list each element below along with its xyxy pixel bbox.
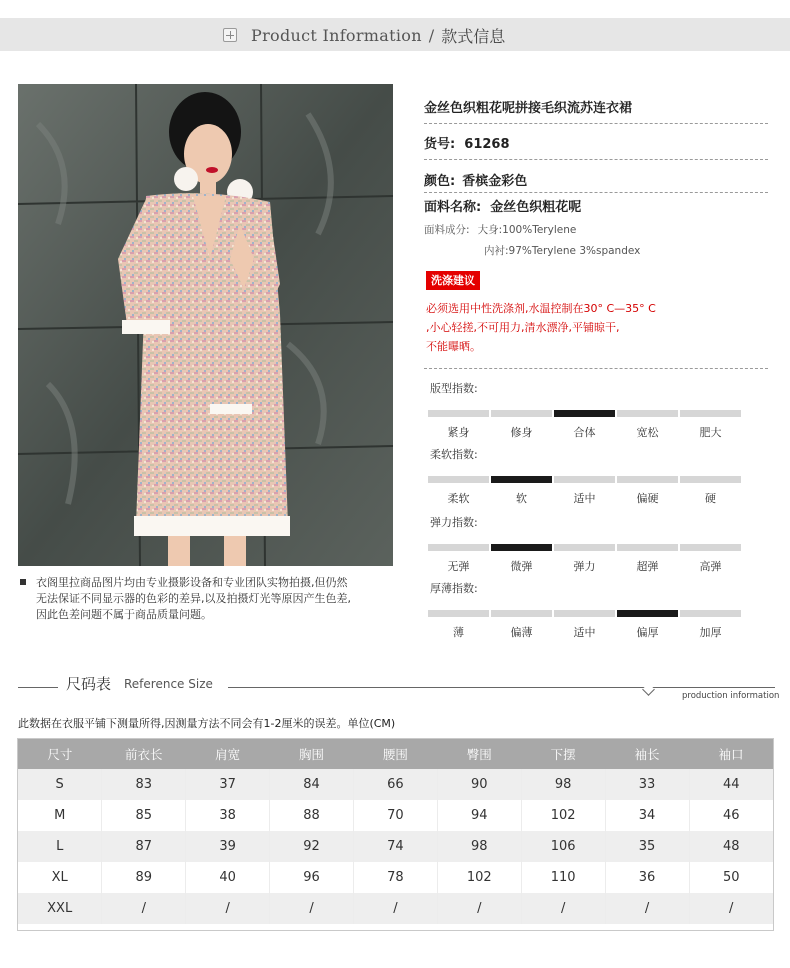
index-title: 弹力指数: — [430, 516, 478, 529]
size-value-cell: / — [270, 893, 354, 924]
size-value-cell: 70 — [354, 800, 438, 831]
size-value-cell: 98 — [437, 831, 521, 862]
product-name: 金丝色织粗花呢拼接毛织流苏连衣裙 — [424, 101, 633, 116]
size-value-cell: 84 — [270, 769, 354, 800]
size-chart-heading — [18, 672, 775, 702]
size-table-header-cell: 袖口 — [689, 739, 773, 769]
size-value-cell: / — [521, 893, 605, 924]
size-table-header-cell: 腰围 — [354, 739, 438, 769]
size-value-cell: 92 — [270, 831, 354, 862]
product-name-row — [424, 97, 768, 124]
product-photo-illustration — [18, 84, 393, 566]
size-value-cell: 34 — [605, 800, 689, 831]
index-bar — [428, 410, 741, 417]
size-value-cell: 106 — [521, 831, 605, 862]
size-value-cell: 102 — [521, 800, 605, 831]
index-title: 厚薄指数: — [430, 582, 478, 595]
index-segment — [680, 544, 741, 551]
index-segment — [428, 610, 489, 617]
index-segment — [680, 410, 741, 417]
size-chart-subtitle: production information — [682, 691, 780, 701]
heading-rule-left — [18, 687, 58, 688]
table-row — [18, 831, 773, 862]
table-row — [18, 769, 773, 800]
banner-title-cn: 款式信息 — [441, 26, 506, 46]
size-value-cell: / — [354, 893, 438, 924]
product-photo — [18, 84, 393, 566]
size-label-cell: S — [18, 769, 102, 800]
washing-text — [426, 299, 726, 356]
index-label: 弹力 — [573, 560, 596, 573]
index-segment — [617, 410, 678, 417]
banner-title-en: Product Information — [251, 25, 422, 45]
size-table-header-cell: 臀围 — [437, 739, 521, 769]
size-value-cell: / — [437, 893, 521, 924]
index-label: 无弹 — [447, 560, 470, 573]
disclaimer-line: 衣阁里拉商品图片均由专业摄影设备和专业团队实物拍摄,但仍然 — [36, 576, 348, 589]
size-value-cell: 83 — [102, 769, 186, 800]
size-label-cell: XXL — [18, 893, 102, 924]
index-label: 合体 — [573, 426, 596, 439]
index-label: 加厚 — [699, 626, 722, 639]
size-value-cell: 85 — [102, 800, 186, 831]
size-value-cell: 37 — [186, 769, 270, 800]
index-segment — [554, 610, 615, 617]
size-value-cell: 94 — [437, 800, 521, 831]
size-value-cell: 50 — [689, 862, 773, 893]
index-bar — [428, 476, 741, 483]
sku-value: 61268 — [464, 137, 510, 152]
index-label: 超弹 — [636, 560, 659, 573]
heading-rule-right — [228, 687, 775, 688]
size-chart-title-en: Reference Size — [124, 677, 213, 691]
index-title: 柔软指数: — [430, 448, 478, 461]
washing-line: 必须选用中性洗涤剂,水温控制在30° C—35° C — [426, 302, 656, 315]
table-row — [18, 800, 773, 831]
size-label-cell: M — [18, 800, 102, 831]
index-bar — [428, 544, 741, 551]
size-table-header-cell: 袖长 — [605, 739, 689, 769]
index-segment — [617, 476, 678, 483]
size-table-header-cell: 肩宽 — [186, 739, 270, 769]
index-segment-active — [617, 610, 678, 617]
heading-notch-icon — [642, 683, 655, 696]
size-value-cell: / — [689, 893, 773, 924]
index-label: 偏硬 — [636, 492, 659, 505]
size-value-cell: 74 — [354, 831, 438, 862]
size-value-cell: 44 — [689, 769, 773, 800]
fabric-block — [424, 196, 768, 258]
color-label: 颜色: — [424, 174, 456, 189]
size-table-header-cell: 下摆 — [521, 739, 605, 769]
index-label: 肥大 — [699, 426, 722, 439]
size-value-cell: / — [605, 893, 689, 924]
color-value: 香槟金彩色 — [462, 174, 528, 189]
composition-label: 面料成分: — [424, 224, 470, 236]
size-value-cell: 46 — [689, 800, 773, 831]
size-value-cell: 40 — [186, 862, 270, 893]
index-label: 偏厚 — [636, 626, 659, 639]
index-label: 微弹 — [510, 560, 533, 573]
index-label: 紧身 — [447, 426, 470, 439]
washing-line: 不能曝晒。 — [426, 340, 481, 353]
size-label-cell: L — [18, 831, 102, 862]
disclaimer-line: 无法保证不同显示器的色彩的差异,以及拍摄灯光等原因产生色差, — [36, 592, 351, 605]
bullet-square-icon — [20, 579, 26, 585]
index-label: 修身 — [510, 426, 533, 439]
size-value-cell: 102 — [437, 862, 521, 893]
washing-badge: 洗涤建议 — [426, 271, 480, 290]
index-labels — [428, 490, 741, 506]
size-value-cell: 88 — [270, 800, 354, 831]
size-table-header-cell: 前衣长 — [102, 739, 186, 769]
size-value-cell: 90 — [437, 769, 521, 800]
index-segment — [680, 476, 741, 483]
index-labels — [428, 424, 741, 440]
index-label: 柔软 — [447, 492, 470, 505]
square-plus-icon — [223, 28, 237, 42]
size-value-cell: 96 — [270, 862, 354, 893]
index-segment — [680, 610, 741, 617]
section-banner — [0, 18, 790, 51]
index-segment — [428, 476, 489, 483]
size-value-cell: 38 — [186, 800, 270, 831]
disclaimer-line: 因此色差问题不属于商品质量问题。 — [36, 608, 212, 621]
color-row — [424, 170, 768, 193]
index-bar — [428, 610, 741, 617]
size-value-cell: 36 — [605, 862, 689, 893]
table-row — [18, 862, 773, 893]
banner-title-group — [223, 23, 505, 47]
washing-line: ,小心轻搓,不可用力,清水漂净,平铺晾干, — [426, 321, 620, 334]
size-table-header-cell: 尺寸 — [18, 739, 102, 769]
composition-lining: 内衬:97%Terylene 3%spandex — [484, 245, 641, 257]
size-value-cell: / — [102, 893, 186, 924]
size-value-cell: 39 — [186, 831, 270, 862]
index-segment-active — [491, 476, 552, 483]
size-table-header — [18, 739, 773, 769]
index-segment — [491, 410, 552, 417]
size-table-header-cell: 胸围 — [270, 739, 354, 769]
index-segment — [428, 544, 489, 551]
index-segment-active — [491, 544, 552, 551]
composition-body: 大身:100%Terylene — [477, 224, 577, 236]
index-label: 硬 — [705, 492, 716, 505]
index-label: 宽松 — [636, 426, 659, 439]
disclaimer-text — [36, 575, 395, 623]
measurement-note: 此数据在衣服平铺下测量所得,因测量方法不同会有1-2厘米的误差。单位(CM) — [18, 717, 396, 730]
index-label: 适中 — [573, 626, 596, 639]
sku-label: 货号: — [424, 137, 456, 152]
index-segment — [491, 610, 552, 617]
index-title: 版型指数: — [430, 382, 478, 395]
size-value-cell: 89 — [102, 862, 186, 893]
index-labels — [428, 624, 741, 640]
banner-separator: / — [428, 25, 435, 45]
size-value-cell: 98 — [521, 769, 605, 800]
size-value-cell: 87 — [102, 831, 186, 862]
index-segment — [428, 410, 489, 417]
index-segment-active — [554, 410, 615, 417]
index-label: 高弹 — [699, 560, 722, 573]
info-divider — [424, 368, 768, 369]
size-value-cell: 110 — [521, 862, 605, 893]
size-value-cell: / — [186, 893, 270, 924]
size-table-body — [18, 769, 773, 924]
index-segment — [617, 544, 678, 551]
index-label: 薄 — [453, 626, 464, 639]
size-value-cell: 33 — [605, 769, 689, 800]
fabric-label: 面料名称: — [424, 200, 482, 215]
index-label: 偏薄 — [510, 626, 533, 639]
size-label-cell: XL — [18, 862, 102, 893]
color-disclaimer — [20, 575, 395, 623]
size-value-cell: 35 — [605, 831, 689, 862]
size-value-cell: 48 — [689, 831, 773, 862]
size-chart-title-cn: 尺码表 — [66, 675, 112, 693]
index-labels — [428, 558, 741, 574]
size-value-cell: 66 — [354, 769, 438, 800]
size-value-cell: 78 — [354, 862, 438, 893]
index-label: 适中 — [573, 492, 596, 505]
sku-row — [424, 133, 768, 160]
index-segment — [554, 544, 615, 551]
table-row — [18, 893, 773, 924]
size-table — [18, 739, 773, 924]
index-segment — [554, 476, 615, 483]
fabric-value: 金丝色织粗花呢 — [490, 200, 582, 215]
index-label: 软 — [516, 492, 527, 505]
